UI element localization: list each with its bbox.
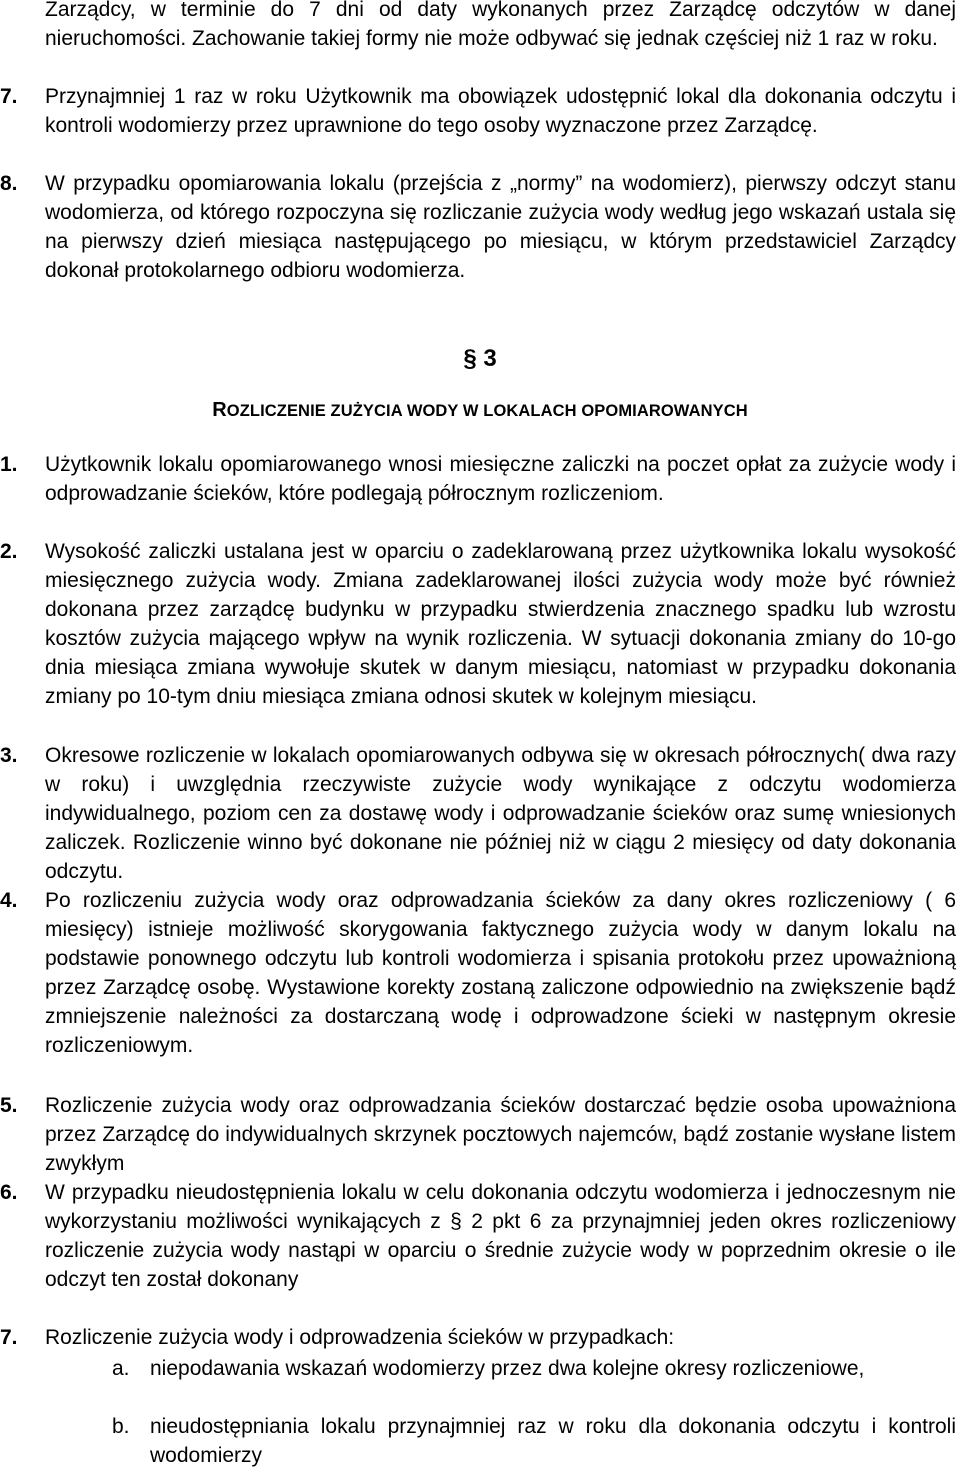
item-text: W przypadku nieudostępnienia lokalu w celu dokonania odczytu wodomierza i jednoczesnym nie wykorzystaniu możliwości wynikających z § 2 pkt 6 za przynajmniej jeden okres rozliczeniowy rozliczenie zużycia wody nastąpi w oparciu o średnie zużycie wody w poprzednim okresie o ile odczyt ten został dokonany bbox=[45, 1181, 956, 1291]
item-number: 2. bbox=[0, 540, 18, 563]
section-title-rest: OZLICZENIE ZUŻYCIA WODY W LOKALACH OPOMIAROWANYCH bbox=[226, 402, 748, 420]
list-item bbox=[0, 886, 958, 1060]
sub-item-text: nieudostępniania lokalu przynajmniej raz w roku dla dokonania odczytu i kontroli wodomierzy bbox=[150, 1415, 956, 1467]
list-item bbox=[0, 1323, 958, 1352]
item-number: 7. bbox=[0, 85, 18, 108]
list-item bbox=[0, 169, 958, 285]
item-number: 7. bbox=[0, 1326, 18, 1349]
item-text: Użytkownik lokalu opomiarowanego wnosi miesięczne zaliczki na poczet opłat za zużycie wody i odprowadzanie ścieków, które podlegają półrocznym rozliczeniom. bbox=[45, 453, 956, 505]
list-item bbox=[0, 741, 958, 886]
item-text: Wysokość zaliczki ustalana jest w oparciu o zadeklarowaną przez użytkownika lokalu wysokość miesięcznego zużycia wody. Zmiana zadeklarowanej ilości zużycia wody może być również dokonana przez zarządcę budynku w przypadku stwierdzenia znacznego spadku lub wzrostu kosztów zużycia mającego wpływ na wynik rozliczenia. W sytuacji dokonania zmiany do 10-go dnia miesiąca zmiana wywołuje skutek w danym miesiącu, natomiast w przypadku dokonania zmiany po 10-tym dniu miesiąca zmiana odnosi skutek w kolejnym miesiącu. bbox=[45, 540, 956, 708]
section-title bbox=[0, 396, 960, 425]
list-item bbox=[0, 450, 958, 508]
sub-list-item bbox=[112, 1354, 956, 1383]
intro-continuation: Zarządcy, w terminie do 7 dni od daty wykonanych przez Zarządcę odczytów w danej nieruchomości. Zachowanie takiej formy nie może odbywać się jednak częściej niż 1 raz w roku. bbox=[45, 0, 956, 50]
item-number: 4. bbox=[0, 889, 18, 912]
sub-item-text: niepodawania wskazań wodomierzy przez dwa kolejne okresy rozliczeniowe, bbox=[150, 1357, 865, 1380]
item-number: 6. bbox=[0, 1181, 18, 1204]
item-text: Rozliczenie zużycia wody oraz odprowadzania ścieków dostarczać będzie osoba upoważniona przez Zarządcę do indywidualnych skrzynek pocztowych najemców, bądź zostanie wysłane listem zwykłym bbox=[45, 1094, 956, 1175]
item-text: Po rozliczeniu zużycia wody oraz odprowadzania ścieków za dany okres rozliczeniowy ( 6 miesięcy) istnieje możliwość skorygowania faktycznego zużycia wody w danym lokalu na podstawie ponownego odczytu lub kontroli wodomierza i spisania protokołu przez upoważnioną przez Zarządcę osobę. Wystawione korekty zostaną zaliczone odpowiednio na zwiększenie bądź zmniejszenie należności za dostarczaną wodę i odprowadzone ścieki w następnym okresie rozliczeniowym. bbox=[45, 889, 956, 1057]
section-title-initial: R bbox=[212, 399, 227, 421]
item-number: 3. bbox=[0, 744, 18, 767]
item-number: 8. bbox=[0, 172, 18, 195]
list-item bbox=[0, 1091, 958, 1178]
sub-item-letter: a. bbox=[112, 1357, 130, 1380]
item-text: Rozliczenie zużycia wody i odprowadzenia ścieków w przypadkach: bbox=[45, 1326, 675, 1349]
section-sign: § 3 bbox=[463, 345, 497, 372]
item-text: Okresowe rozliczenie w lokalach opomiarowanych odbywa się w okresach półrocznych( dwa razy w roku) i uwzględnia rzeczywiste zużycie wody wynikające z odczytu wodomierza indywidualnego, poziom cen za dostawę wody i odprowadzanie ścieków oraz sumę wniesionych zaliczek. Rozliczenie winno być dokonane nie później niż w ciągu 2 miesięcy od daty dokonania odczytu. bbox=[45, 744, 956, 883]
item-number: 5. bbox=[0, 1094, 18, 1117]
list-item bbox=[0, 537, 958, 711]
item-text: Przynajmniej 1 raz w roku Użytkownik ma obowiązek udostępnić lokal dla dokonania odczytu i kontroli wodomierzy przez uprawnione do tego osoby wyznaczone przez Zarządcę. bbox=[45, 85, 956, 137]
sub-list-item bbox=[112, 1412, 956, 1470]
list-item bbox=[0, 82, 958, 140]
item-text: W przypadku opomiarowania lokalu (przejścia z „normy” na wodomierz), pierwszy odczyt stanu wodomierza, od którego rozpoczyna się rozliczanie zużycia wody według jego wskazań ustala się na pierwszy dzień miesiąca następującego po miesiącu, w którym przedstawiciel Zarządcy dokonał protokolarnego odbioru wodomierza. bbox=[45, 172, 956, 282]
sub-item-letter: b. bbox=[112, 1415, 130, 1438]
item-number: 1. bbox=[0, 453, 18, 476]
list-item bbox=[0, 1178, 958, 1294]
